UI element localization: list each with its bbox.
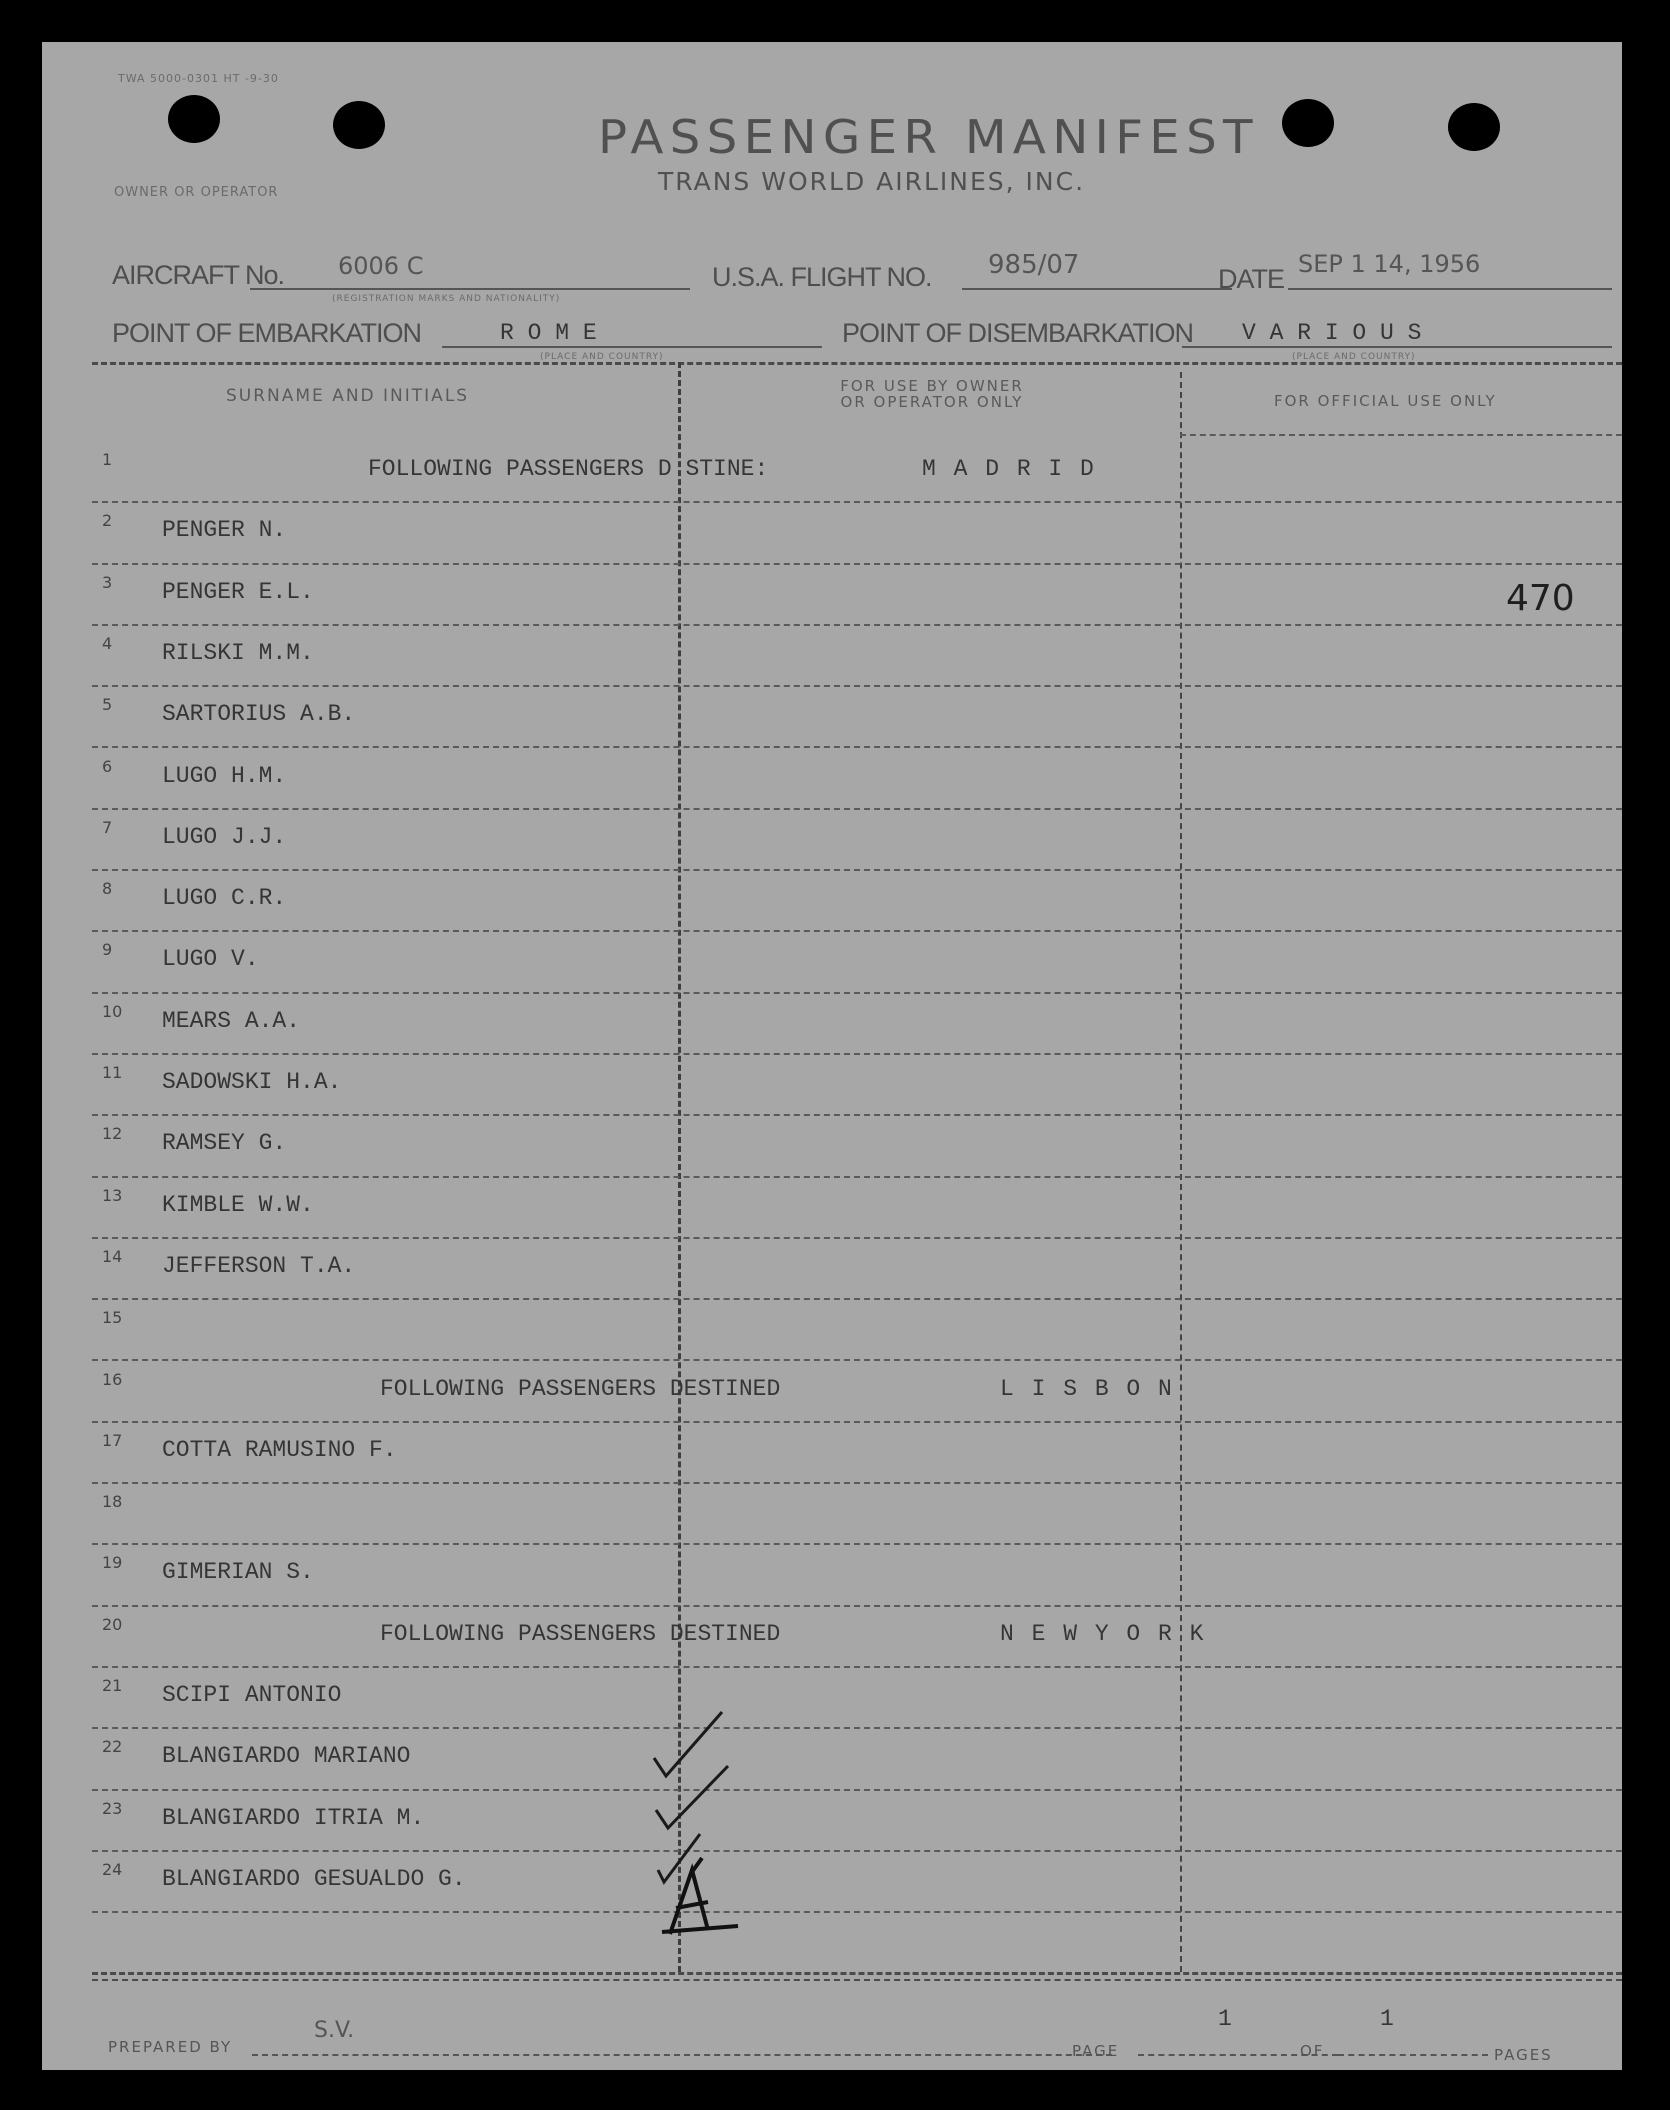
page-label: PAGE [1072, 2042, 1120, 2060]
airline-name: TRANS WORLD AIRLINES, INC. [658, 167, 1086, 196]
row-number: 12 [102, 1124, 123, 1144]
passenger-name: SCIPI ANTONIO [162, 1682, 342, 1708]
row-number: 5 [102, 695, 113, 715]
table-bottom-rule-2 [92, 1979, 1622, 1981]
row-number: 10 [102, 1001, 123, 1021]
passenger-name: KIMBLE W.W. [162, 1191, 314, 1218]
passenger-name: BLANGIARDO MARIANO [162, 1743, 411, 1770]
flight-underline [962, 288, 1232, 290]
of-underline [1338, 2054, 1488, 2056]
destination-city: M A D R I D [922, 456, 1096, 482]
table-row [42, 1116, 1622, 1177]
row-number: 19 [102, 1553, 123, 1573]
table-row [42, 1791, 1622, 1852]
owner-column-header-line2: OR OPERATOR ONLY [840, 393, 1024, 411]
row-number: 18 [102, 1492, 123, 1512]
disembarkation-note: (PLACE AND COUNTRY) [1292, 352, 1416, 362]
passenger-name: GIMERIAN S. [162, 1559, 314, 1586]
row-number: 11 [102, 1063, 123, 1082]
punch-hole-3 [1282, 99, 1334, 147]
destination-heading: FOLLOWING PASSENGERS D STINE: [368, 456, 769, 482]
aircraft-label: AIRCRAFT No. [112, 260, 285, 290]
row-number: 14 [102, 1246, 123, 1266]
row-number: 22 [102, 1737, 123, 1757]
owner-operator-label: OWNER OR OPERATOR [114, 185, 279, 200]
table-row [42, 1607, 1622, 1668]
passenger-name: SADOWSKI H.A. [162, 1069, 342, 1095]
flight-label: U.S.A. FLIGHT NO. [712, 262, 932, 292]
table-row [42, 871, 1622, 932]
row-number: 23 [102, 1798, 123, 1818]
table-row [42, 1668, 1622, 1729]
official-column-header: FOR OFFICIAL USE ONLY [1274, 392, 1497, 410]
punch-hole-4 [1448, 103, 1500, 151]
table-row [42, 1362, 1622, 1423]
flight-value: 985/07 [988, 250, 1080, 280]
row-number: 4 [102, 633, 113, 653]
row-number: 15 [102, 1308, 123, 1328]
table-row [42, 1545, 1622, 1606]
checkmark-annotations [642, 1682, 782, 1962]
disembarkation-value: V A R I O U S [1242, 320, 1422, 346]
prepared-by-underline [252, 2054, 1112, 2056]
table-row [42, 932, 1622, 993]
table-bottom-rule [92, 1972, 1622, 1975]
passenger-name: LUGO H.M. [162, 762, 287, 789]
table-row [42, 1239, 1622, 1300]
row-number: 3 [102, 572, 113, 592]
page-title: PASSENGER MANIFEST [598, 110, 1259, 164]
row-number: 6 [102, 756, 113, 776]
table-row [42, 994, 1622, 1055]
row-number: 17 [102, 1430, 123, 1450]
row-number: 7 [102, 817, 113, 837]
passenger-name: JEFFERSON T.A. [162, 1252, 356, 1279]
form-code: TWA 5000-0301 HT -9-30 [118, 72, 279, 85]
passenger-name: RAMSEY G. [162, 1130, 287, 1157]
passenger-name: RILSKI M.M. [162, 639, 314, 666]
table-top-rule [92, 362, 1622, 365]
table-row [42, 687, 1622, 748]
passenger-name: SARTORIUS A.B. [162, 701, 356, 728]
prepared-by-label: PREPARED BY [108, 2038, 233, 2056]
destination-heading: FOLLOWING PASSENGERS DESTINED [380, 1375, 781, 1402]
registration-note: (REGISTRATION MARKS AND NATIONALITY) [332, 294, 561, 304]
aircraft-value: 6006 C [338, 252, 424, 280]
table-row [42, 1178, 1622, 1239]
passenger-name: BLANGIARDO GESUALDO G. [162, 1865, 466, 1892]
table-row [42, 503, 1622, 564]
table-row [42, 442, 1622, 503]
passenger-name: COTTA RAMUSINO F. [162, 1436, 397, 1463]
page-value: 1 [1218, 2006, 1232, 2032]
row-number: 2 [102, 511, 113, 531]
passenger-name: LUGO C.R. [162, 885, 287, 912]
table-row [42, 1729, 1622, 1790]
passenger-name: MEARS A.A. [162, 1007, 301, 1034]
surname-column-header: SURNAME AND INITIALS [226, 386, 470, 406]
of-value: 1 [1380, 2006, 1394, 2032]
date-value: SEP 1 14, 1956 [1298, 250, 1481, 278]
embarkation-note: (PLACE AND COUNTRY) [540, 352, 664, 362]
row-number: 1 [102, 450, 113, 469]
passenger-name: LUGO J.J. [162, 823, 287, 850]
row-rule [92, 1911, 1622, 1913]
table-row [42, 626, 1622, 687]
pages-label: PAGES [1494, 2046, 1553, 2064]
official-note: 470 [1506, 578, 1575, 619]
row-number: 8 [102, 879, 113, 899]
destination-city: L I S B O N [1000, 1375, 1174, 1402]
row-number: 20 [102, 1614, 123, 1634]
table-row [42, 810, 1622, 871]
passenger-name: PENGER E.L. [162, 578, 314, 605]
embarkation-label: POINT OF EMBARKATION [112, 318, 422, 348]
table-row [42, 1423, 1622, 1484]
table-row [42, 749, 1622, 810]
row-number: 16 [102, 1369, 123, 1389]
date-label: DATE [1218, 264, 1285, 294]
passenger-name: LUGO V. [162, 946, 259, 973]
passenger-name: BLANGIARDO ITRIA M. [162, 1804, 425, 1831]
disembarkation-label: POINT OF DISEMBARKATION [842, 318, 1194, 348]
punch-hole-1 [168, 95, 220, 143]
table-row [42, 1300, 1622, 1361]
owner-column-header-line1: FOR USE BY OWNER [840, 377, 1024, 395]
row-number: 9 [102, 940, 113, 960]
of-label: OF [1300, 2042, 1325, 2060]
owner-column-header [742, 378, 1122, 410]
date-underline [1288, 288, 1612, 290]
destination-heading: FOLLOWING PASSENGERS DESTINED [380, 1620, 781, 1647]
embarkation-value: R O M E [500, 320, 597, 346]
embarkation-underline [442, 346, 822, 348]
table-row [42, 1484, 1622, 1545]
manifest-sheet [42, 42, 1622, 2070]
table-row [42, 1055, 1622, 1116]
row-number: 21 [102, 1676, 123, 1695]
punch-hole-2 [333, 101, 385, 149]
table-row [42, 565, 1622, 626]
disembarkation-underline [1182, 346, 1612, 348]
passenger-name: PENGER N. [162, 517, 287, 544]
header-bottom-rule [1180, 434, 1622, 436]
table-row [42, 1852, 1622, 1913]
destination-city: N E W Y O R K [1000, 1620, 1206, 1647]
row-number: 13 [102, 1185, 123, 1205]
prepared-by-value: S.V. [314, 2018, 355, 2043]
row-number: 24 [102, 1859, 123, 1879]
aircraft-underline [250, 288, 690, 290]
